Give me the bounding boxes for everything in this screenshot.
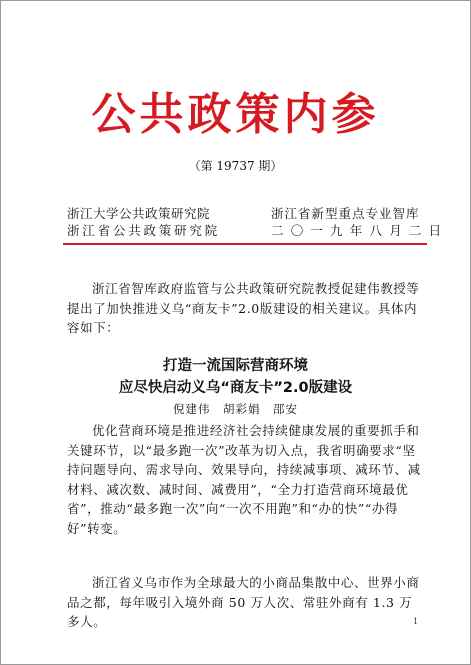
- publisher-name-2: 浙江省公共政策研究院: [67, 223, 221, 238]
- article-authors: 倪建伟 胡彩娟 邵安: [173, 402, 298, 416]
- think-tank-label: 浙江省新型重点专业智库: [271, 206, 420, 221]
- body-paragraph-2: 浙江省义乌市作为全球最大的小商品集散中心、世界小商品之都，每年吸引入境外商 50 万人次、常驻外商有 1.3 万多人。: [67, 575, 420, 629]
- page-number: 1: [413, 617, 419, 626]
- issue-number: （第 19737 期）: [188, 159, 283, 173]
- masthead-title: 公共政策内参: [91, 89, 380, 140]
- issue-date: 二〇一九年八月二日: [271, 223, 449, 238]
- article-title-line1: 打造一流国际营商环境: [163, 358, 308, 374]
- publisher-name-1: 浙江大学公共政策研究院: [67, 206, 211, 221]
- masthead-divider: [63, 243, 427, 245]
- body-paragraph-1: 优化营商环境是推进经济社会持续健康发展的重要抓手和关键环节，以“最多跑一次”改革为切入点，我省明确要求“坚持问题导向、需求导向、效果导向，持续减事项、减环节、减材料、减次数、减时间、减费用”，“全力打造营商环境最优省”，推动“最多跑一次”向“一次不用跑”和“办的快”“办得好”转变。: [67, 423, 421, 536]
- article-title-line2: 应尽快启动义乌“商友卡”2.0版建设: [118, 380, 353, 396]
- intro-paragraph: 浙江省智库政府监管与公共政策研究院教授促建伟教授等提出了加快推进义乌“商友卡”2.0版建设的相关建议。具体内容如下：: [67, 281, 420, 335]
